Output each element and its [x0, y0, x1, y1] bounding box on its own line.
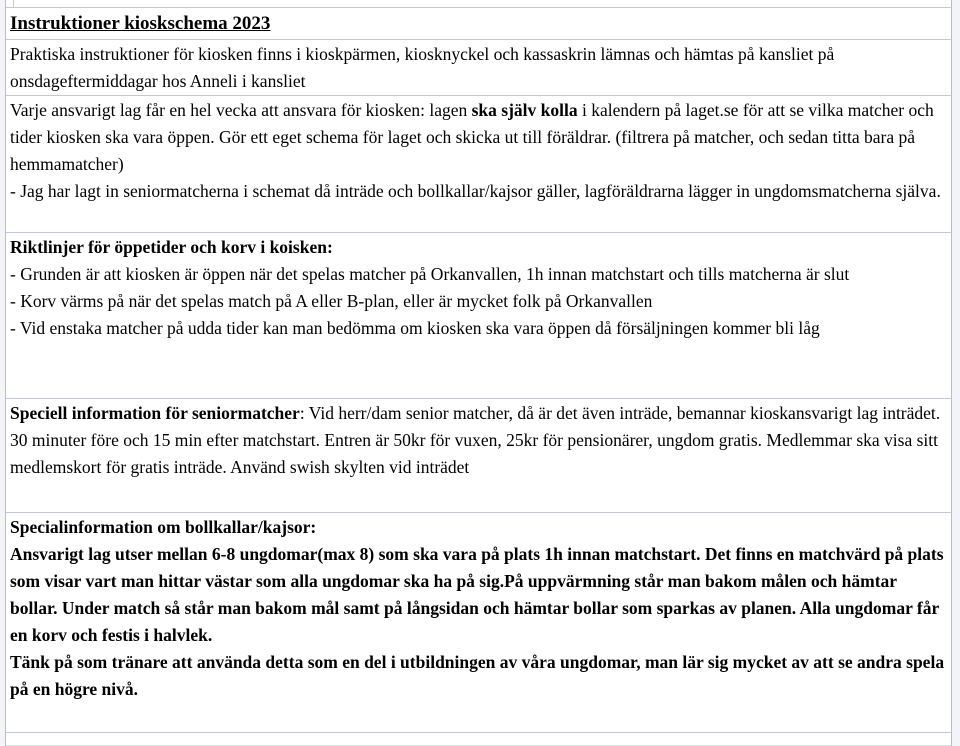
section-heading-ballkids	[10, 514, 946, 541]
bullet-sausage	[10, 288, 946, 315]
paragraph-weekly-responsibility	[10, 97, 946, 178]
partial-row-top	[6, 0, 951, 8]
text-segment: : Vid herr/dam senior matcher, då är det även inträde, bemannar kioskansvarigt lag inträdet. 30 minuter före och 15 min efter matchstart. Entren är 50kr för vuxen, 25kr för pensionärer, ungdom gratis. Medlemmar ska visa sitt medlemskort för gratis inträde. Använd swish skylten vid inträdet	[10, 403, 941, 477]
text-segment: Ansvarigt lag utser mellan 6-8 ungdomar(max 8) som ska vara på plats 1h innan matchstart. Det finns en matchvärd på plats som visar vart man hittar västar som alla ungdomar ska ha på sig.På uppvärmning står man bakom målen och hämtar bollar. Under match så står man bakom mål samt på långsidan och hämtar bollar som sparkas av planen. Alla ungdomar får en korv och festis i halvlek.	[10, 544, 944, 645]
row-weekly-responsibility[interactable]	[6, 96, 951, 233]
heading-text: Specialinformation om bollkallar/kajsor:	[10, 517, 317, 537]
text-segment: Varje ansvarigt lag får en hel vecka att ansvara för kiosken: lagen	[10, 100, 472, 120]
heading-text: Speciell information för seniormatcher	[10, 403, 300, 423]
text-segment: Tänk på som tränare att använda detta som en del i utbildningen av våra ungdomar, man lär sig mycket av att se andra spela på en högre nivå.	[10, 652, 945, 699]
instructions-table	[5, 0, 952, 746]
row-practical-info[interactable]	[6, 40, 951, 96]
paragraph-senior-matches	[10, 400, 946, 481]
row-senior-matches[interactable]	[6, 399, 951, 513]
paragraph-coach-note	[10, 649, 946, 703]
partial-row-bottom	[6, 733, 951, 746]
document-title	[10, 9, 946, 38]
text-segment: i kalendern på laget.se för att se vilka matcher och tider kiosken ska vara öppen. Gör ett eget schema för laget och skicka ut till föräldrar. (filtrera på matcher, och sedan titta bara på hemmamatcher)	[10, 100, 934, 174]
row-ballkids[interactable]	[6, 513, 951, 733]
paragraph-ballkids-duties	[10, 541, 946, 649]
bullet-open-hours	[10, 261, 946, 288]
text-segment-bold: ska själv kolla	[471, 100, 578, 120]
text-segment: Praktiska instruktioner för kiosken finns i kioskpärmen, kiosknyckel och kassaskrin lämnas och hämtas på kansliet på onsdageftermiddagar hos Anneli i kansliet	[10, 44, 835, 91]
paragraph-senior-matches-note	[10, 178, 946, 205]
text-segment: - Korv värms på när det spelas match på A eller B-plan, eller är mycket folk på Orkanvallen	[10, 291, 653, 311]
paragraph-practical-info	[10, 41, 946, 95]
section-heading-guidelines	[10, 234, 946, 261]
heading-text: Riktlinjer för öppetider och korv i koisken:	[10, 237, 333, 257]
cell-divider	[13, 0, 14, 7]
text-segment: - Jag har lagt in seniormatcherna i schemat då inträde och bollkallar/kajsor gäller, lagföräldrarna lägger in ungdomsmatcherna själva.	[10, 181, 941, 201]
text-segment: - Grunden är att kiosken är öppen när det spelas matcher på Orkanvallen, 1h innan matchstart och tills matcherna är slut	[10, 264, 850, 284]
row-guidelines[interactable]	[6, 233, 951, 399]
text-segment: - Vid enstaka matcher på udda tider kan man bedömma om kiosken ska vara öppen då försäljningen kommer bli låg	[10, 318, 820, 338]
row-title[interactable]	[6, 8, 951, 40]
bullet-odd-times	[10, 315, 946, 342]
title-text: Instruktioner kioskschema 2023	[10, 13, 271, 34]
